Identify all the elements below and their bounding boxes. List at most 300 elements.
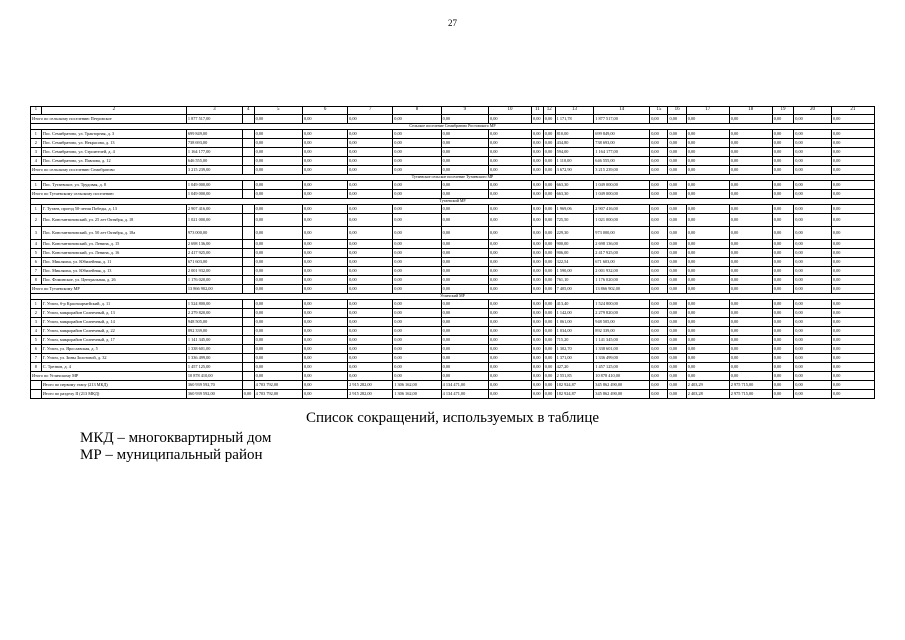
table-cell: 0,00 — [302, 240, 347, 249]
table-cell: 0,00 — [794, 157, 832, 166]
table-cell: 0,00 — [348, 190, 393, 199]
table-cell: 0,00 — [254, 157, 302, 166]
header-cell: 19 — [772, 107, 794, 115]
table-cell: 0,00 — [488, 327, 531, 336]
table-cell: 0,00 — [302, 300, 347, 309]
address-cell: Г. Углич, микрорайон Солнечный, д. 22 — [41, 327, 186, 336]
table-cell: 1 021 000,00 — [594, 214, 650, 227]
table-row — [31, 381, 875, 390]
table-cell: 1 371,00 — [555, 354, 594, 363]
table-cell: 1 176 020,00 — [594, 276, 650, 285]
table-cell: 0,00 — [650, 300, 668, 309]
table-cell: 0,00 — [254, 258, 302, 267]
table-cell: 0,00 — [254, 336, 302, 345]
table-cell: 0,00 — [393, 139, 441, 148]
table-cell: 0,00 — [531, 205, 543, 214]
table-cell: 671 603,00 — [594, 258, 650, 267]
table-cell: 1 306 162,00 — [393, 390, 441, 399]
table-cell — [242, 354, 254, 363]
table-cell: 1 338 601,00 — [186, 345, 242, 354]
table-cell: 0,00 — [531, 115, 543, 124]
table-cell: 0,00 — [794, 258, 832, 267]
table-cell: 0,00 — [686, 276, 729, 285]
table-cell: 0,00 — [393, 276, 441, 285]
address-cell: Пос. Микляиха, ул. Юбилейная, д. 11 — [41, 258, 186, 267]
table-cell: 948 505,00 — [186, 318, 242, 327]
table-cell: 0,00 — [488, 166, 531, 175]
table-cell: 0,00 — [441, 139, 488, 148]
table-cell: 0,00 — [686, 205, 729, 214]
table-row — [31, 309, 875, 318]
table-cell: 360 939 592,00 — [186, 390, 242, 399]
table-cell: 0,00 — [441, 276, 488, 285]
table-cell: 0,00 — [831, 381, 874, 390]
address-cell: Пос. Семибратово, ул. Тракторная, д. 3 — [41, 130, 186, 139]
table-cell: 0,00 — [393, 363, 441, 372]
table-cell — [242, 285, 254, 294]
table-cell: 663,30 — [555, 190, 594, 199]
table-cell: 0,00 — [302, 390, 347, 399]
table-cell: 0,00 — [302, 372, 347, 381]
header-cell: 3 — [186, 107, 242, 115]
table-cell: 0,00 — [488, 390, 531, 399]
table-cell: 0,00 — [794, 363, 832, 372]
table-cell: 2 907 416,00 — [186, 205, 242, 214]
table-cell: 0,00 — [668, 130, 686, 139]
table-cell: 0,00 — [393, 181, 441, 190]
table-cell: 0,00 — [650, 148, 668, 157]
table-cell: 0,00 — [441, 258, 488, 267]
table-row — [31, 318, 875, 327]
table-cell: 0,00 — [441, 267, 488, 276]
abbreviations-title: Список сокращений, используемых в таблице — [305, 410, 600, 426]
table-cell: 4 703 792,00 — [254, 390, 302, 399]
table-cell: 0,00 — [794, 130, 832, 139]
table-cell: 0,00 — [393, 115, 441, 124]
table-cell: 0,00 — [302, 363, 347, 372]
table-row — [31, 181, 875, 190]
table-cell: 182 924,87 — [555, 390, 594, 399]
table-cell: 0,00 — [650, 345, 668, 354]
header-cell: 2 — [41, 107, 186, 115]
page-number: 27 — [448, 18, 457, 28]
table-cell: 0,00 — [531, 258, 543, 267]
table-cell: 0,00 — [831, 285, 874, 294]
table-cell: 1 164 177,00 — [594, 148, 650, 157]
table-cell: 0,00 — [650, 181, 668, 190]
address-cell: Г. Углич, ул. Зины Золотовой, д. 32 — [41, 354, 186, 363]
table-cell: 1 336 499,00 — [186, 354, 242, 363]
table-cell: 0,00 — [543, 381, 555, 390]
table-cell: 0,00 — [348, 249, 393, 258]
table-cell: 0,00 — [686, 157, 729, 166]
table-cell: 738 693,00 — [594, 139, 650, 148]
table-cell: 0,00 — [254, 345, 302, 354]
table-cell: 0,00 — [686, 300, 729, 309]
table-cell: 0,00 — [729, 190, 772, 199]
table-cell: 0,00 — [668, 240, 686, 249]
header-cell: 15 — [650, 107, 668, 115]
table-cell: 0,00 — [543, 190, 555, 199]
table-cell: 0,00 — [543, 345, 555, 354]
table-cell: 0,00 — [488, 249, 531, 258]
table-cell: 0,00 — [794, 267, 832, 276]
table-cell: 1 164 177,00 — [186, 148, 242, 157]
table-cell: 0,00 — [488, 300, 531, 309]
table-cell — [242, 240, 254, 249]
table-cell — [242, 363, 254, 372]
table-cell: 345 862 490,00 — [594, 381, 650, 390]
table-cell: 0,00 — [488, 381, 531, 390]
table-cell: 0,00 — [531, 345, 543, 354]
table-cell: 2 907 416,00 — [594, 205, 650, 214]
table-cell: 0,00 — [543, 318, 555, 327]
table-cell: 715,20 — [555, 336, 594, 345]
table-cell: 1 061,00 — [555, 318, 594, 327]
table-cell: 0,00 — [488, 345, 531, 354]
table-cell: 0,00 — [488, 354, 531, 363]
table-cell: 671 603,00 — [186, 258, 242, 267]
table-cell: 0,00 — [488, 148, 531, 157]
table-cell: 2 — [31, 139, 42, 148]
table-cell: 0,00 — [772, 300, 794, 309]
table-cell: 0,00 — [348, 285, 393, 294]
table-cell: 0,00 — [772, 240, 794, 249]
table-cell: 0,00 — [650, 336, 668, 345]
table-cell: 2 403,29 — [686, 381, 729, 390]
table-cell: 0,00 — [729, 249, 772, 258]
table-cell: 0,00 — [254, 205, 302, 214]
table-cell: 4 — [31, 240, 42, 249]
table-cell: 6 — [31, 258, 42, 267]
table-cell: 0,00 — [794, 181, 832, 190]
table-cell: 0,00 — [831, 276, 874, 285]
table-cell: 1 049 000,00 — [186, 190, 242, 199]
table-cell: 0,00 — [668, 363, 686, 372]
table-cell: 7 — [31, 267, 42, 276]
table-cell: 0,00 — [302, 267, 347, 276]
table-cell: 948 505,00 — [594, 318, 650, 327]
table-row — [31, 157, 875, 166]
table-cell: 738 693,00 — [186, 139, 242, 148]
table-cell: 0,00 — [441, 309, 488, 318]
table-cell: 0,00 — [488, 139, 531, 148]
table-cell: 0,00 — [488, 285, 531, 294]
subtotal-row — [31, 190, 875, 199]
table-cell — [242, 300, 254, 309]
table-cell: 0,00 — [254, 327, 302, 336]
table-cell: 0,00 — [686, 181, 729, 190]
table-row — [31, 240, 875, 249]
table-cell: 0,00 — [393, 249, 441, 258]
table-cell: 0,00 — [831, 318, 874, 327]
table-cell: 0,00 — [650, 157, 668, 166]
table-cell: 0,00 — [543, 139, 555, 148]
table-cell: 2 417 925,00 — [594, 249, 650, 258]
table-cell: 0,00 — [543, 390, 555, 399]
table-cell: 0,00 — [441, 327, 488, 336]
table-cell — [242, 115, 254, 124]
address-cell: Г. Углич, микрорайон Солнечный, д. 14 — [41, 318, 186, 327]
table-cell: 0,00 — [488, 115, 531, 124]
table-cell: 0,00 — [668, 276, 686, 285]
table-cell: 892 339,00 — [594, 327, 650, 336]
table-cell: 4 — [31, 327, 42, 336]
table-cell: 0,00 — [488, 258, 531, 267]
table-cell: 0,00 — [686, 309, 729, 318]
table-cell: 810,00 — [555, 130, 594, 139]
subtotal-row — [31, 166, 875, 175]
table-cell: 0,00 — [668, 249, 686, 258]
table-cell: 0,00 — [543, 157, 555, 166]
table-cell: 0,00 — [543, 372, 555, 381]
table-cell: 0,00 — [254, 115, 302, 124]
table-row — [31, 276, 875, 285]
address-cell: Пос. Фоминское, ул. Центральная, д. 26 — [41, 276, 186, 285]
table-cell: 0,00 — [650, 258, 668, 267]
table-cell: 0,00 — [668, 354, 686, 363]
table-cell: 0,00 — [441, 227, 488, 240]
table-cell: 0,00 — [488, 336, 531, 345]
table-cell: 1 306 162,00 — [393, 381, 441, 390]
table-cell: 0,00 — [794, 148, 832, 157]
table-cell: 0,00 — [543, 363, 555, 372]
table-cell: 4 134 471,00 — [441, 381, 488, 390]
table-cell: 0,00 — [686, 372, 729, 381]
header-cell: 12 — [543, 107, 555, 115]
table-cell: 2 417 925,00 — [186, 249, 242, 258]
table-cell: 0,00 — [668, 372, 686, 381]
address-cell: Пос. Константиновский, ул. Ленина, д. 15 — [41, 240, 186, 249]
table-cell: 0,00 — [531, 363, 543, 372]
table-cell: 10 878 410,00 — [594, 372, 650, 381]
table-cell: 0,00 — [488, 214, 531, 227]
header-cell: 8 — [393, 107, 441, 115]
table-cell: 0,00 — [348, 139, 393, 148]
table-cell: 0,00 — [831, 258, 874, 267]
table-cell: 2 403,28 — [686, 390, 729, 399]
table-cell: 0,00 — [254, 372, 302, 381]
table-cell: 0,00 — [831, 190, 874, 199]
table-cell: 0,00 — [686, 166, 729, 175]
table-cell: 0,00 — [488, 318, 531, 327]
table-cell: 0,00 — [302, 309, 347, 318]
table-cell — [242, 327, 254, 336]
table-cell: 1 034,00 — [555, 327, 594, 336]
table-cell: 2 975 715,00 — [729, 381, 772, 390]
header-cell: 17 — [686, 107, 729, 115]
table-cell: 3 — [31, 318, 42, 327]
table-cell: 0,00 — [543, 300, 555, 309]
table-cell: 2 279 820,00 — [594, 309, 650, 318]
table-cell: 0,00 — [348, 345, 393, 354]
table-cell: 0,00 — [441, 166, 488, 175]
table-cell: 0,00 — [441, 363, 488, 372]
table-cell: 0,00 — [650, 381, 668, 390]
table-cell: 0,00 — [729, 205, 772, 214]
table-cell: 0,00 — [772, 130, 794, 139]
table-cell: 0,00 — [488, 205, 531, 214]
table-cell: 0,00 — [531, 309, 543, 318]
address-cell: С. Трезвов, д. 4 — [41, 363, 186, 372]
table-cell: 0,00 — [531, 249, 543, 258]
table-cell: 0,00 — [531, 190, 543, 199]
table-cell: 0,00 — [488, 190, 531, 199]
table-cell: 0,00 — [831, 157, 874, 166]
table-cell: 0,00 — [393, 318, 441, 327]
table-cell: 699 849,00 — [186, 130, 242, 139]
table-cell — [242, 372, 254, 381]
table-cell: 0,00 — [242, 390, 254, 399]
table-cell: 0,00 — [254, 139, 302, 148]
table-cell: 0,00 — [831, 115, 874, 124]
table-cell: 0,00 — [393, 240, 441, 249]
table-cell: 0,00 — [441, 115, 488, 124]
table-cell: 1 524 800,00 — [186, 300, 242, 309]
table-cell: 0,00 — [531, 390, 543, 399]
table-cell: 0,00 — [729, 258, 772, 267]
table-cell: 0,00 — [488, 240, 531, 249]
table-cell: 0,00 — [348, 166, 393, 175]
header-cell: 10 — [488, 107, 531, 115]
table-cell: 1 302,70 — [555, 345, 594, 354]
table-cell: 0,00 — [531, 214, 543, 227]
table-cell: 0,00 — [254, 249, 302, 258]
table-cell: 0,00 — [348, 148, 393, 157]
table-cell: 0,00 — [729, 240, 772, 249]
table-cell: 0,00 — [393, 157, 441, 166]
table-cell: 0,00 — [650, 139, 668, 148]
table-cell: 0,00 — [348, 354, 393, 363]
address-cell: Пос. Семибратово, ул. Строителей, д. 4 — [41, 148, 186, 157]
table-cell: 1 049 000,00 — [594, 181, 650, 190]
table-cell: 1 — [31, 205, 42, 214]
table-cell: 0,00 — [393, 190, 441, 199]
table-cell: 0,00 — [543, 214, 555, 227]
table-cell: 0,00 — [543, 267, 555, 276]
table-cell: 0,00 — [686, 345, 729, 354]
header-cell: 7 — [348, 107, 393, 115]
table-cell: 0,00 — [254, 190, 302, 199]
table-cell: 0,00 — [531, 327, 543, 336]
table-cell: 0,00 — [772, 157, 794, 166]
header-cell: 6 — [302, 107, 347, 115]
table-cell — [242, 258, 254, 267]
table-cell: 0,00 — [686, 227, 729, 240]
table-cell: 0,00 — [531, 157, 543, 166]
table-cell: 2 279 820,00 — [186, 309, 242, 318]
table-cell: 427,20 — [555, 363, 594, 372]
table-cell: 0,00 — [348, 276, 393, 285]
table-cell: 0,00 — [302, 181, 347, 190]
section-title: Угличский МР — [31, 294, 875, 300]
table-cell: 0,00 — [686, 190, 729, 199]
table-cell: 0,00 — [254, 285, 302, 294]
table-cell: 13 866 902,00 — [594, 285, 650, 294]
table-cell: 1 141 345,00 — [186, 336, 242, 345]
table-cell: 699 849,00 — [594, 130, 650, 139]
table-cell: 0,00 — [772, 336, 794, 345]
table-cell: 0,00 — [668, 309, 686, 318]
table-cell: 0,00 — [668, 190, 686, 199]
section-title: Сельское поселение Семибратово Ростовского МР — [31, 124, 875, 130]
table-cell: 0,00 — [302, 166, 347, 175]
table-cell: 7 — [31, 354, 42, 363]
table-cell: 8 — [31, 363, 42, 372]
table-cell: 0,00 — [302, 258, 347, 267]
table-cell: 0,00 — [794, 227, 832, 240]
table-cell: 0,00 — [772, 190, 794, 199]
table-cell: 0,00 — [729, 345, 772, 354]
table-cell — [242, 336, 254, 345]
table-cell: 906,00 — [555, 249, 594, 258]
table-cell: 434,80 — [555, 139, 594, 148]
table-cell: 0,00 — [668, 300, 686, 309]
table-cell: 0,00 — [348, 157, 393, 166]
table-cell: 0,00 — [254, 181, 302, 190]
table-cell: 2 915 282,00 — [348, 381, 393, 390]
table-cell: 594,00 — [555, 148, 594, 157]
table-cell: 0,00 — [441, 148, 488, 157]
header-cell: 21 — [831, 107, 874, 115]
table-cell: 182 924,87 — [555, 381, 594, 390]
address-cell: Пос. Семибратово, ул. Павлова, д. 12 — [41, 157, 186, 166]
table-cell: 1 176 020,00 — [186, 276, 242, 285]
table-row — [31, 148, 875, 157]
table-cell: 0,00 — [543, 181, 555, 190]
table-cell: 0,00 — [668, 227, 686, 240]
table-cell: 0,00 — [772, 276, 794, 285]
table-cell: 0,00 — [302, 285, 347, 294]
table-cell: 0,00 — [729, 300, 772, 309]
table-cell: 0,00 — [441, 354, 488, 363]
table-cell: 0,00 — [543, 354, 555, 363]
table-row — [31, 327, 875, 336]
table-cell: 0,00 — [831, 240, 874, 249]
table-cell: 345 862 490,00 — [594, 390, 650, 399]
table-cell: 0,00 — [668, 148, 686, 157]
table-cell: 0,00 — [668, 381, 686, 390]
table-cell: 0,00 — [531, 381, 543, 390]
table-row — [31, 336, 875, 345]
header-cell: 16 — [668, 107, 686, 115]
table-cell: 646 555,00 — [594, 157, 650, 166]
table-cell: 1 338 601,00 — [594, 345, 650, 354]
table-cell: 0,00 — [441, 205, 488, 214]
table-cell: 0,00 — [794, 327, 832, 336]
header-cell: 18 — [729, 107, 772, 115]
table-cell: 0,00 — [686, 130, 729, 139]
table-cell: 0,00 — [441, 300, 488, 309]
table-cell: 0,00 — [488, 276, 531, 285]
table-cell: 0,00 — [772, 227, 794, 240]
table-cell: 0,00 — [831, 354, 874, 363]
table-cell: 0,00 — [668, 390, 686, 399]
table-cell: 2 698 136,00 — [186, 240, 242, 249]
table-cell: 0,00 — [488, 130, 531, 139]
table-cell: 1 049 000,00 — [594, 190, 650, 199]
table-cell: 646 555,00 — [186, 157, 242, 166]
table-cell: 0,00 — [488, 267, 531, 276]
table-cell: 0,00 — [729, 157, 772, 166]
table-cell: 3 215 239,00 — [594, 166, 650, 175]
table-cell: 0,00 — [650, 309, 668, 318]
table-cell: 4 703 792,00 — [254, 381, 302, 390]
table-cell: 0,00 — [531, 267, 543, 276]
table-cell: 0,00 — [668, 327, 686, 336]
table-cell: 0,00 — [772, 372, 794, 381]
table-cell: 0,00 — [254, 148, 302, 157]
